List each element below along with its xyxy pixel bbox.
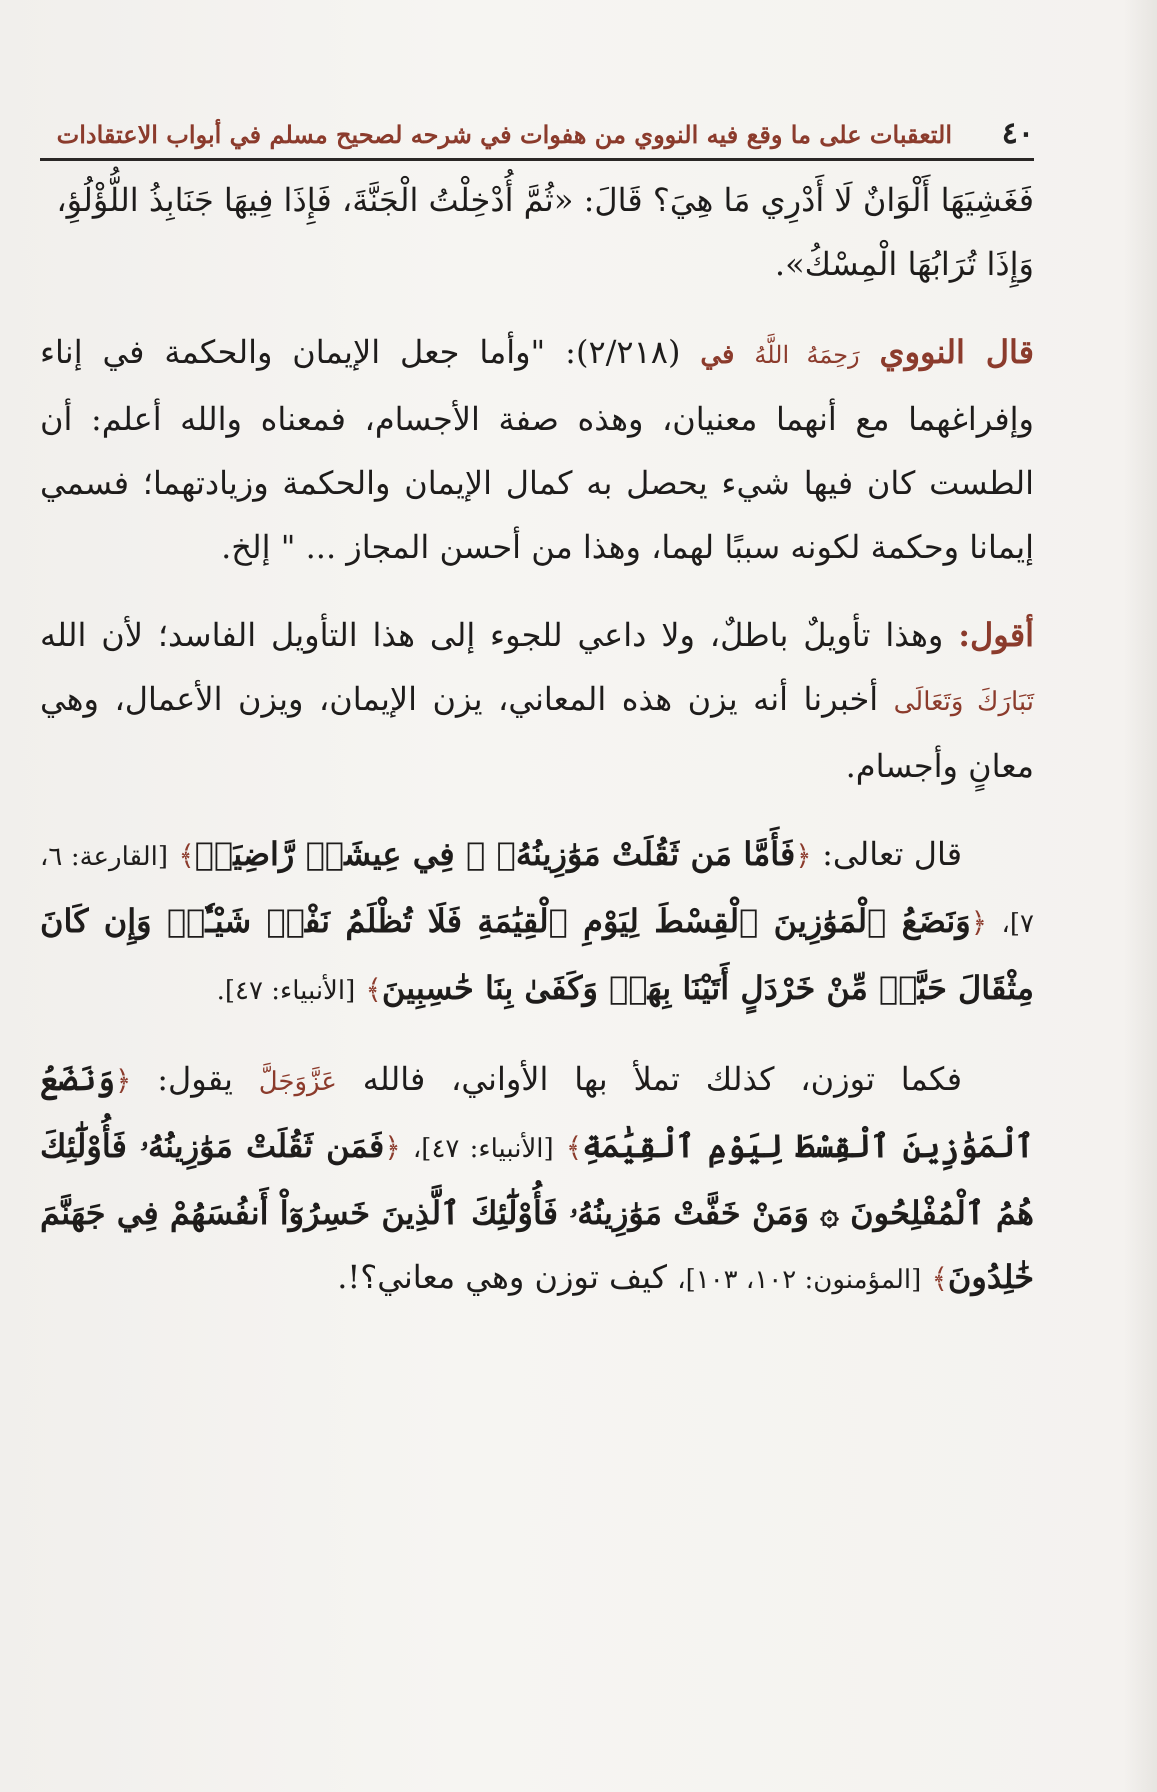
weighing-text-1: فكما توزن، كذلك تملأ بها الأواني، فالله [362,1060,963,1098]
paragraph-verses-2 [40,1047,1034,1312]
ornament-close-icon: ﴾ [565,1131,583,1164]
verse-ref-anbiya: [الأنبياء: ٤٧]. [216,976,356,1006]
quran-verse-anbiya-2: وَنَضَعُ ٱلْمَوَٰزِينَ ٱلْقِسْطَ لِيَوْمِ ٱلْقِيَٰمَةِ [40,1060,1035,1165]
paragraph-verses-1 [40,822,1034,1023]
running-title: التعقبات على ما وقع فيه النووي من هفوات في شرحه لصحيح مسلم في أبواب الاعتقادات [56,120,952,149]
verse-ref-anbiya-2: [الأنبياء: ٤٧]، [412,1134,554,1164]
quran-verse-muminun: فَمَن ثَقُلَتْ مَوَٰزِينُهُۥ فَأُوْلَٰٓئِكَ هُمُ ٱلْمُفْلِحُونَ ۞ وَمَنْ خَفَّتْ مَوَٰزِينُهُۥ فَأُوْلَٰٓئِكَ ٱلَّذِينَ خَسِرُوٓاْ أَنفُسَهُمْ فِي جَهَنَّمَ خَٰلِدُونَ [40,1127,1035,1296]
verse-intro: قال تعالى: [822,835,963,873]
weighing-text-3: كيف توزن وهي معاني؟!. [337,1258,668,1296]
header-rule [40,158,1034,161]
ornament-open-icon: ﴿ [970,906,988,939]
weighing-text-2: يقول: [157,1060,233,1098]
page-body [40,168,1034,1336]
paragraph-nawawi-quote [40,320,1034,579]
ornament-close-icon: ﴾ [931,1262,948,1295]
hadith-line-1: فَغَشِيَهَا أَلْوَانٌ لَا أَدْرِي مَا هِيَ؟ قَالَ: «ثُمَّ أُدْخِلْتُ الْجَنَّةَ، فَإِذَا فِيهَا جَنَابِذُ اللُّؤْلُؤِ، [56,181,1034,219]
page-header [40,108,1034,160]
quran-verse-anbiya: وَنَضَعُ ٱلْمَوَٰزِينَ ٱلْقِسْطَ لِيَوْمِ ٱلْقِيَٰمَةِ فَلَا تُظْلَمُ نَفْسٞ شَيْـٔٗاۖ وَإِن كَانَ مِثْقَالَ حَبَّةٖ مِّنْ خَرْدَلٍ أَتَيْنَا بِهَاۗ وَكَفَىٰ بِنَا حَٰسِبِينَ [40,902,1034,1007]
fi-word: في [700,340,735,370]
ornament-open-icon: ﴿ [795,839,812,872]
paragraph-hadith [40,168,1034,296]
paragraph-response [40,603,1034,798]
ornament-open-icon: ﴿ [115,1064,132,1097]
nawawi-quote-text: (٢/٢١٨): "وأما جعل الإيمان والحكمة في إناء وإفراغهما مع أنهما معنيان، وهذه صفة الأجسام، فمعناه والله أعلم: أن الطست كان فيها شيء يحصل به كمال الإيمان والحكمة وزيادتهما؛ فسمي إيمانا وحكمة لكونه سببًا لهما، وهذا من أحسن المجاز ... " إلخ. [40,333,1035,566]
honorific-tabaraka: تَبَارَكَ وَتَعَالَى [893,687,1035,717]
response-lead: أقول: [958,616,1035,654]
response-text-1: وهذا تأويلٌ باطلٌ، ولا داعي للجوء إلى هذا التأويل الفاسد؛ لأن الله [40,616,944,654]
honorific-rahimahullah: رَحِمَهُ اللَّهُ [754,341,860,369]
quran-verse-qariah: فَأَمَّا مَن ثَقُلَتْ مَوَٰزِينُهُۥ ۞ فِي عِيشَةٖ رَّاضِيَةٖ [194,835,796,873]
honorific-azza-wajal: عَزَّوَجَلَّ [258,1067,337,1097]
verse-ref-qariah: [القارعة: ٦، ٧]، [40,842,1035,939]
hadith-line-2: وَإِذَا تُرَابُهَا الْمِسْكُ». [774,245,1034,283]
nawawi-lead: قال النووي [879,333,1035,371]
page-number: ٤٠ [1001,116,1034,151]
ornament-close-icon: ﴾ [365,973,382,1006]
ornament-open-icon: ﴿ [384,1131,401,1164]
spine-shadow [1123,0,1157,1792]
ornament-close-icon: ﴾ [178,839,195,872]
response-text-2: أخبرنا أنه يزن هذه المعاني، يزن الإيمان، ويزن الأعمال، وهي معانٍ وأجسام. [40,680,1034,785]
verse-ref-muminun: [المؤمنون: ١٠٢، ١٠٣]، [677,1265,922,1295]
